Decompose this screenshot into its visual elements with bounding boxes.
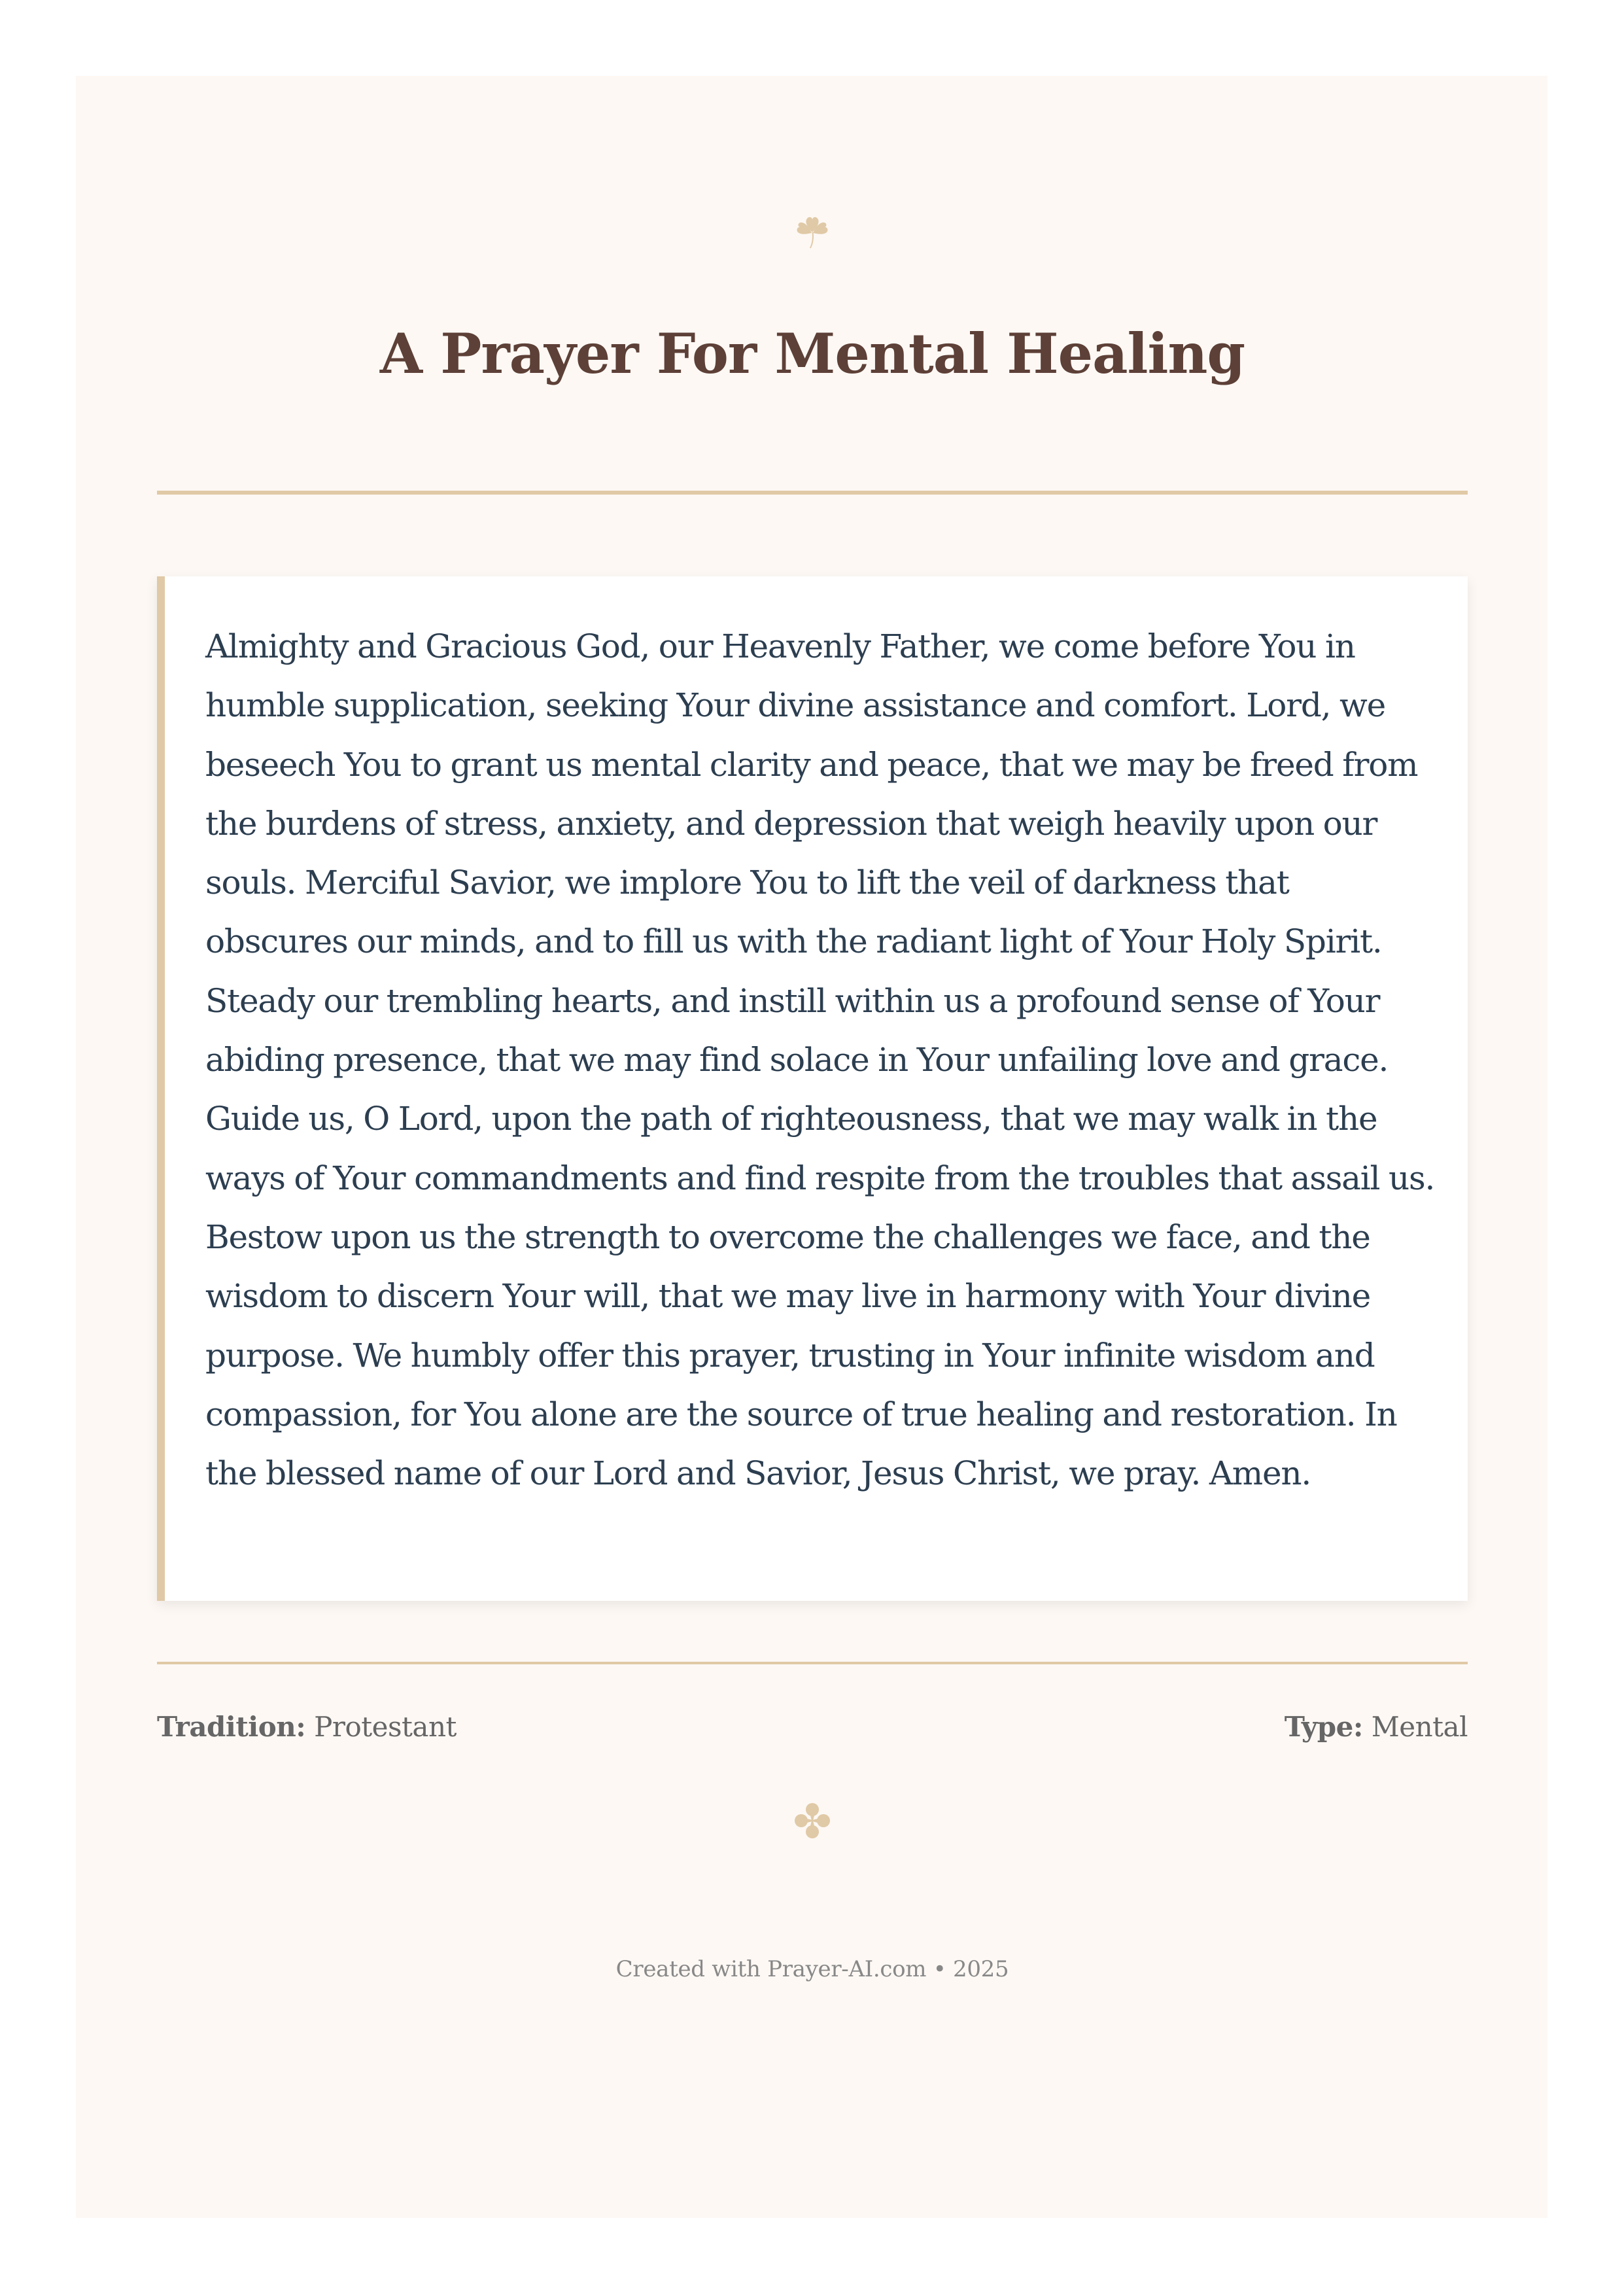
- footer-divider: [157, 1662, 1468, 1664]
- tradition-value: Protestant: [314, 1711, 457, 1743]
- four-leaf-clover-icon: [793, 1801, 832, 1840]
- prayer-body: Almighty and Gracious God, our Heavenly Father, we come before You in humble supplication, seeking Your divine assistance and comfort. Lord, we beseech You to grant us mental clarity and peace, that we may be freed from the burdens of stress, anxiety, and depression that weigh heavily upon our souls. Merciful Savior, we implore You to lift the veil of darkness that obscures our minds, and to fill us with the radiant light of Your Holy Spirit. Steady our trembling hearts, and instill within us a profound sense of Your abiding presence, that we may find solace in Your unfailing love and grace. Guide us, O Lord, upon the path of righteousness, that we may walk in the ways of Your commandments and find respite from the troubles that assail us. Bestow upon us the strength to overcome the challenges we face, and the wisdom to discern Your will, that we may live in harmony with Your divine purpose. We humbly offer this prayer, trusting in Your infinite wisdom and compassion, for You alone are the source of true healing and restoration. In the blessed name of our Lord and Savior, Jesus Christ, we pray. Amen.: [205, 627, 1435, 1493]
- footer-ornament: [157, 1800, 1468, 1853]
- header-divider: [157, 491, 1468, 495]
- page-title: A Prayer For Mental Healing: [379, 321, 1245, 386]
- type-label: Type:: [1284, 1711, 1363, 1743]
- type-info: [1285, 1709, 1468, 1745]
- header-ornament: [157, 212, 1468, 264]
- type-value: Mental: [1371, 1711, 1468, 1743]
- shamrock-icon: [793, 213, 832, 252]
- tradition-info: [157, 1709, 457, 1745]
- footer-credit: Created with Prayer-AI.com • 2025: [615, 1956, 1009, 1982]
- page-content: [157, 76, 1468, 2218]
- prayer-card: [157, 576, 1468, 1601]
- tradition-label: Tradition:: [157, 1711, 306, 1743]
- prayer-page: [76, 76, 1547, 2218]
